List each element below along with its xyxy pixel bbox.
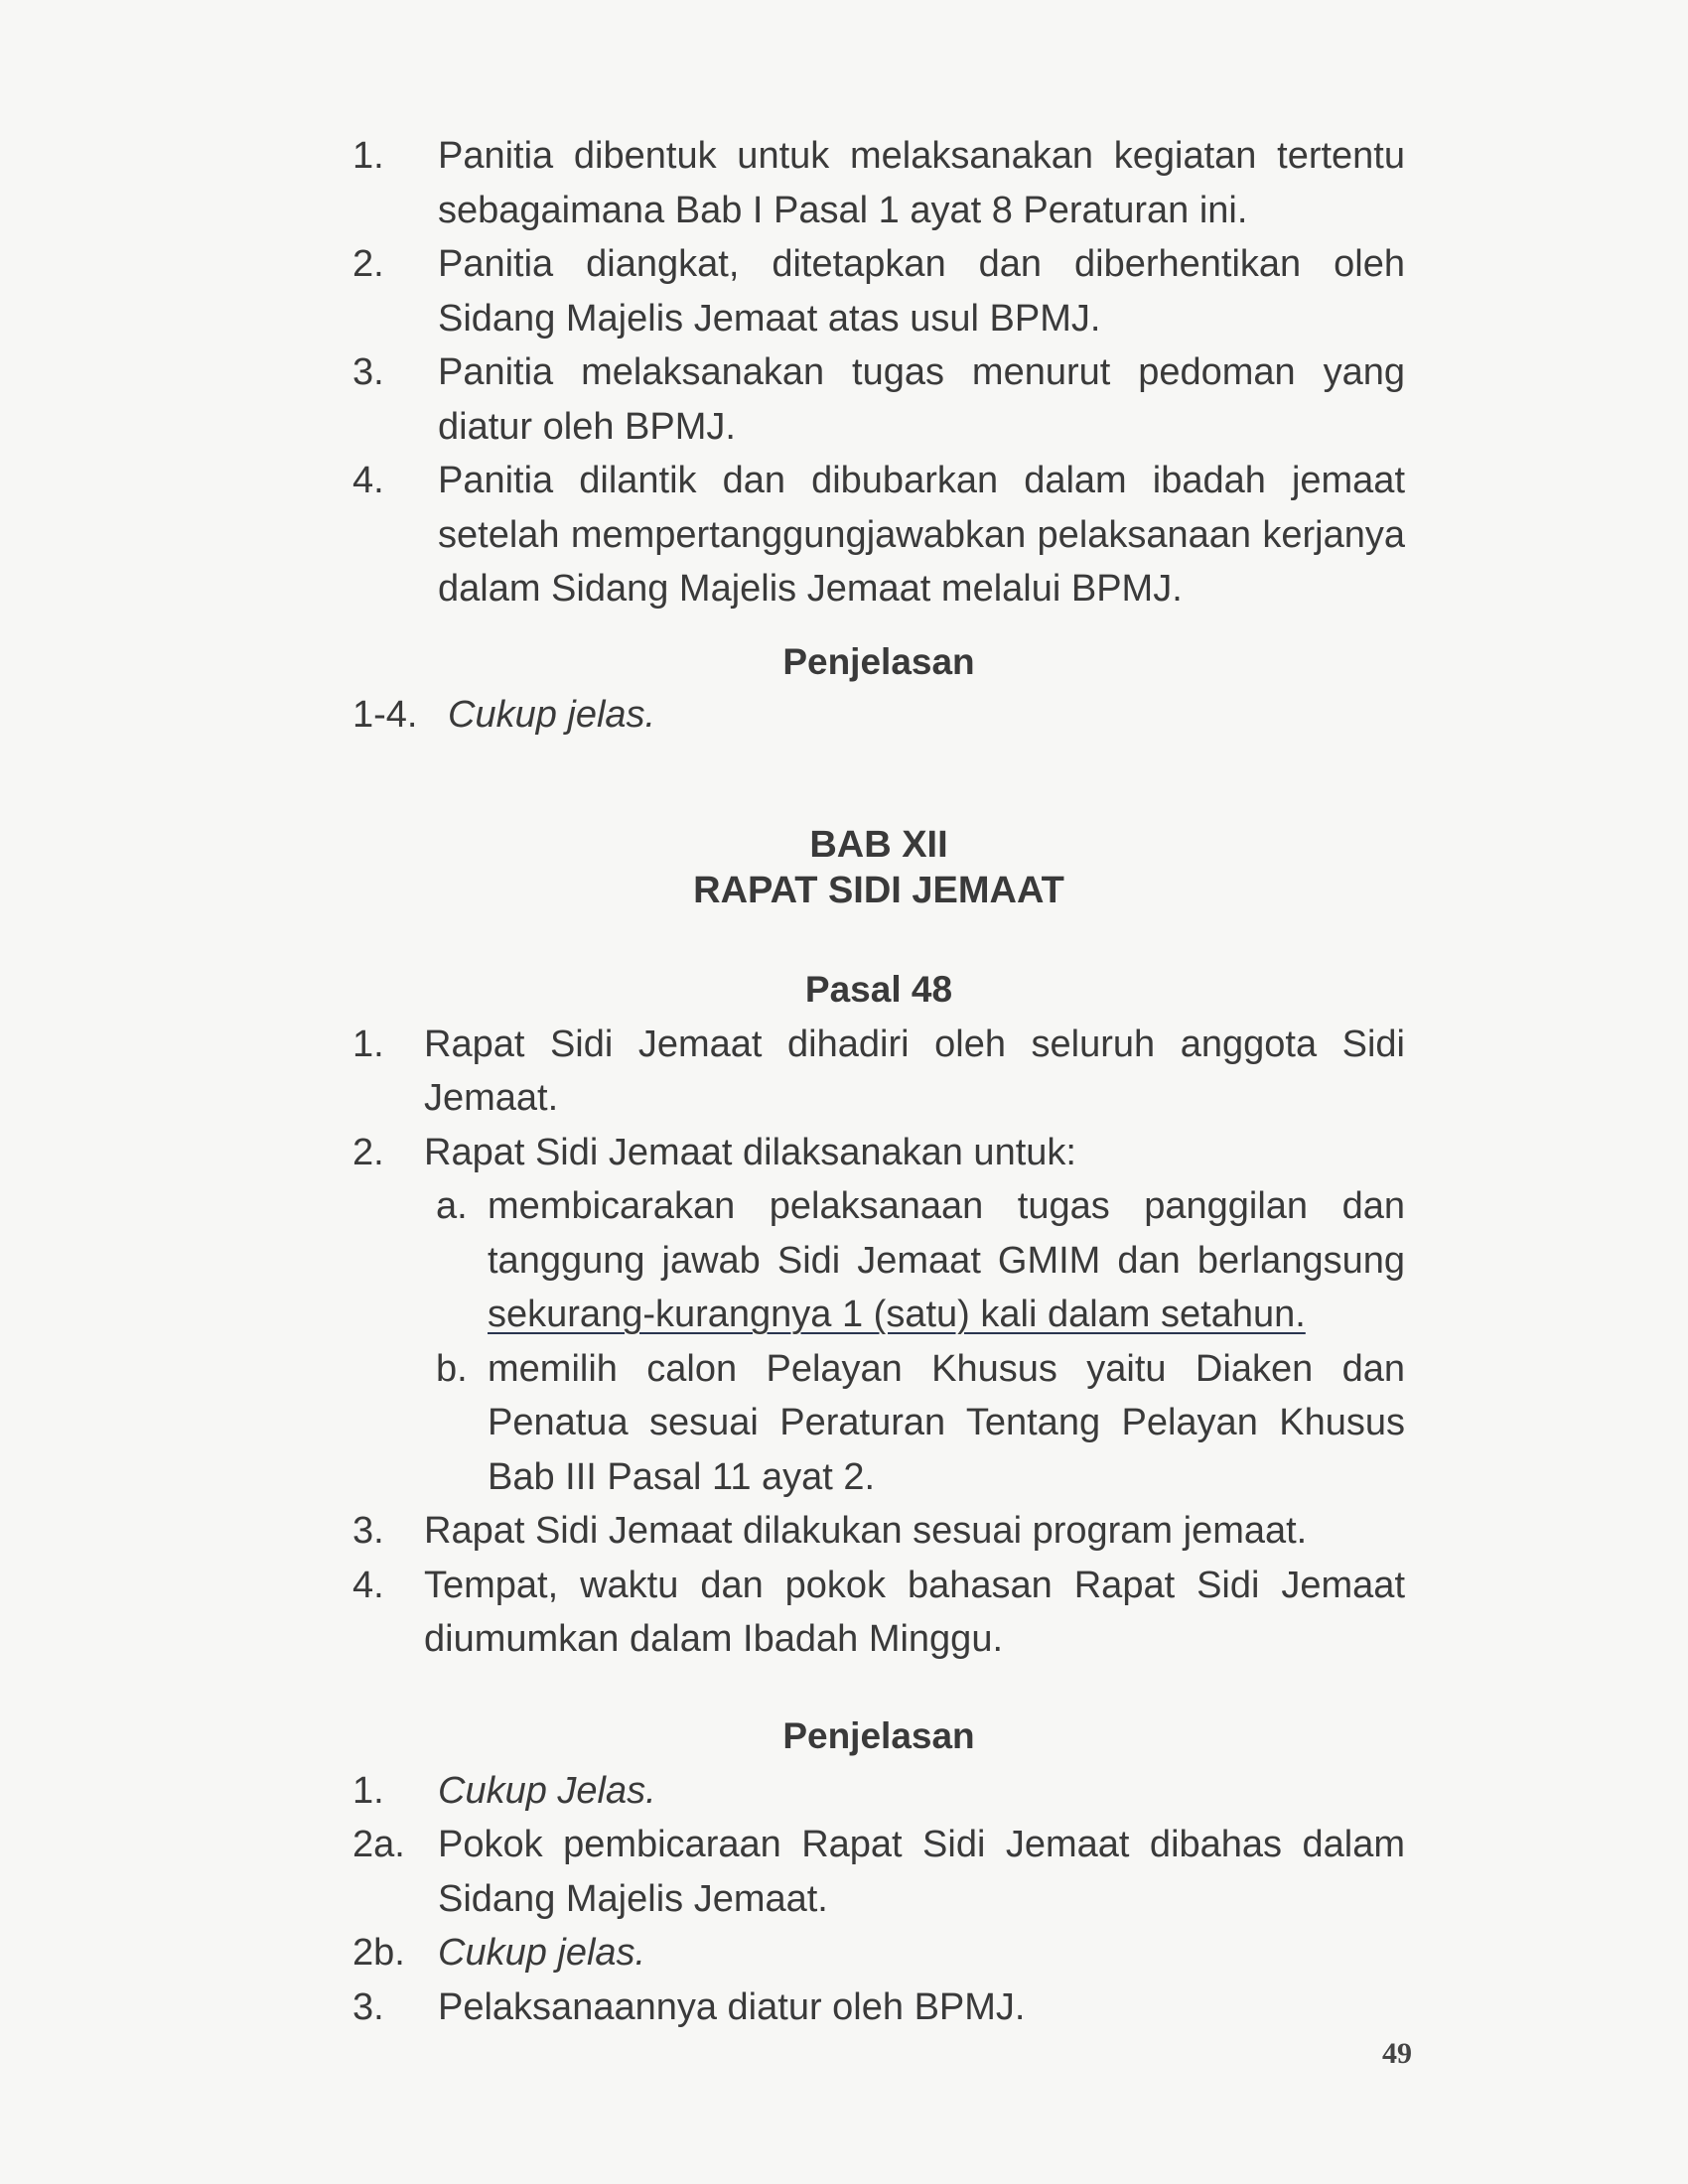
item-text [488, 1179, 1405, 1342]
pasal-section [352, 963, 1405, 1667]
item-number: 4. [352, 1564, 384, 1606]
list-item [352, 1980, 1405, 2035]
item-number: 1. [352, 1023, 384, 1065]
item-text: Rapat Sidi Jemaat dilakukan sesuai program jemaat. [424, 1510, 1308, 1552]
list-item [352, 237, 1405, 345]
chapter-heading [352, 822, 1405, 913]
list-item [352, 1818, 1405, 1926]
item-text: Panitia dilantik dan dibubarkan dalam ibadah jemaat setelah mempertanggungjawabkan pelaksanaan kerjanya dalam Sidang Majelis Jemaat melalui BPMJ. [438, 460, 1405, 610]
sub-list-item [352, 1342, 1405, 1505]
list-item [352, 1926, 1405, 1980]
section-heading: Penjelasan [782, 641, 975, 682]
item-number: 4. [352, 460, 384, 501]
item-text: Pokok pembicaraan Rapat Sidi Jemaat dibahas dalam Sidang Majelis Jemaat. [438, 1824, 1405, 1920]
list-item [352, 1764, 1405, 1819]
list-item [352, 345, 1405, 454]
item-number: 2a. [352, 1824, 405, 1865]
item-number: 2b. [352, 1932, 405, 1974]
item-letter: b. [436, 1347, 468, 1390]
item-text: Pelaksanaannya diatur oleh BPMJ. [438, 1985, 1026, 2028]
item-text: Panitia dibentuk untuk melaksanakan kegiatan tertentu sebagaimana Bab I Pasal 1 ayat 8 Peraturan ini. [438, 135, 1405, 231]
item-text: Rapat Sidi Jemaat dilaksanakan untuk: [424, 1131, 1076, 1173]
item-text: Rapat Sidi Jemaat dihadiri oleh seluruh anggota Sidi Jemaat. [424, 1023, 1405, 1119]
item-number: 1. [352, 135, 384, 177]
list-item [352, 1504, 1405, 1559]
item-text: Cukup Jelas. [438, 1769, 656, 1812]
sub-list-item [352, 1179, 1405, 1342]
item-text: memilih calon Pelayan Khusus yaitu Diaken dan Penatua sesuai Peraturan Tentang Pelayan Khusus Bab III Pasal 11 ayat 2. [488, 1347, 1405, 1498]
item-number: 3. [352, 351, 384, 393]
penjelasan-section [352, 1709, 1405, 2034]
section-heading: Penjelasan [782, 1715, 975, 1756]
item-number: 1-4. [352, 693, 418, 736]
item-text: Panitia diangkat, ditetapkan dan diberhentikan oleh Sidang Majelis Jemaat atas usul BPMJ. [438, 243, 1405, 340]
item-number: 1. [352, 1769, 384, 1812]
page-number: 49 [1382, 2037, 1412, 2070]
underlined-text: sekurang-kurangnya 1 (satu) kali dalam setahun. [488, 1294, 1306, 1335]
item-letter: a. [436, 1185, 468, 1227]
pasal-heading: Pasal 48 [804, 969, 953, 1010]
item-text: Panitia melaksanakan tugas menurut pedoman yang diatur oleh BPMJ. [438, 351, 1405, 448]
list-item [352, 688, 1405, 743]
list-item [352, 1559, 1405, 1667]
item-number: 2. [352, 243, 384, 285]
list-item [352, 1126, 1405, 1180]
item-number: 3. [352, 1985, 384, 2028]
list-item [352, 454, 1405, 616]
list-item [352, 129, 1405, 237]
item-number: 2. [352, 1131, 384, 1173]
item-text-plain: membicarakan pelaksanaan tugas panggilan dan tanggung jawab Sidi Jemaat GMIM dan berlangsung [488, 1185, 1405, 1282]
item-number: 3. [352, 1510, 384, 1552]
chapter-title: RAPAT SIDI JEMAAT [693, 870, 1064, 911]
penjelasan-section [352, 635, 1405, 742]
list-item [352, 1018, 1405, 1126]
item-text: Tempat, waktu dan pokok bahasan Rapat Sidi Jemaat diumumkan dalam Ibadah Minggu. [424, 1564, 1405, 1660]
item-text: Cukup jelas. [438, 1932, 646, 1974]
chapter-number: BAB XII [809, 824, 948, 866]
item-text: Cukup jelas. [448, 693, 656, 736]
panitia-list [352, 129, 1405, 616]
